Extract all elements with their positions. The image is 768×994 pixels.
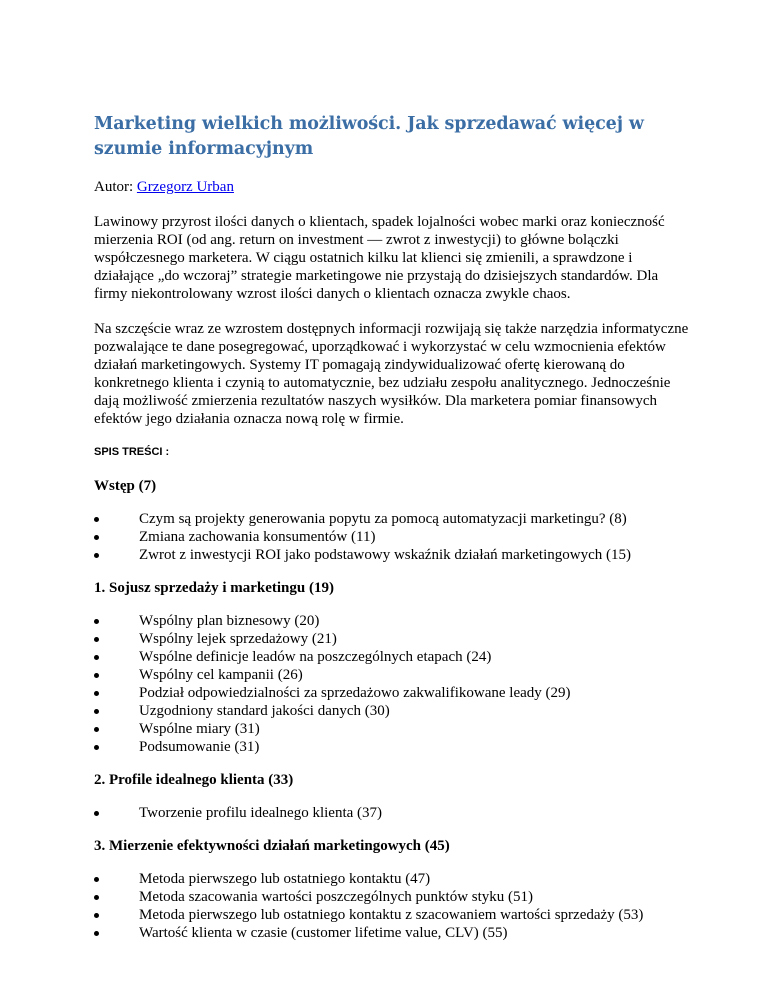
toc-section-list bbox=[94, 510, 694, 564]
bullet-icon bbox=[94, 673, 99, 678]
bullet-icon bbox=[94, 811, 99, 816]
document-title: Marketing wielkich możliwości. Jak sprzedawać więcej w szumie informacyjnym bbox=[94, 114, 644, 159]
toc-list-item: Zwrot z inwestycji ROI jako podstawowy wskaźnik działań marketingowych (15) bbox=[94, 546, 694, 564]
intro-paragraph-2: Na szczęście wraz ze wzrostem dostępnych informacji rozwijają się także narzędzia informatyczne pozwalające te dane posegregować, uporządkować i wykorzystać w celu wzmocnienia efektów działań marketingowych. Systemy IT pomagają zindywidualizować ofertę kierowaną do konkretnego klienta i czynią to automatycznie, bez udziału zespołu analitycznego. Jednocześnie dają możliwość zmierzenia rezultatów naszych wysiłków. Dla marketera pomiar finansowych efektów jego działania oznacza nową rolę w firmie. bbox=[94, 321, 689, 427]
toc-list-item: Metoda szacowania wartości poszczególnych punktów styku (51) bbox=[94, 888, 694, 906]
toc-section-heading: 3. Mierzenie efektywności działań marketingowych (45) bbox=[94, 838, 450, 854]
bullet-icon bbox=[94, 517, 99, 522]
toc-list-item: Metoda pierwszego lub ostatniego kontaktu (47) bbox=[94, 870, 694, 888]
toc-section-list bbox=[94, 870, 694, 942]
bullet-icon bbox=[94, 727, 99, 732]
toc-list-item: Wspólny cel kampanii (26) bbox=[94, 666, 694, 684]
bullet-icon bbox=[94, 553, 99, 558]
toc-list-item: Wspólny plan biznesowy (20) bbox=[94, 612, 694, 630]
bullet-icon bbox=[94, 655, 99, 660]
toc-section-heading: 1. Sojusz sprzedaży i marketingu (19) bbox=[94, 580, 334, 596]
toc-section-heading: 2. Profile idealnego klienta (33) bbox=[94, 772, 294, 788]
bullet-icon bbox=[94, 913, 99, 918]
toc-list-item: Uzgodniony standard jakości danych (30) bbox=[94, 702, 694, 720]
toc-list-item: Podsumowanie (31) bbox=[94, 738, 694, 756]
toc-list-item: Wspólne miary (31) bbox=[94, 720, 694, 738]
bullet-icon bbox=[94, 877, 99, 882]
toc-list-item: Metoda pierwszego lub ostatniego kontaktu z szacowaniem wartości sprzedaży (53) bbox=[94, 906, 694, 924]
toc-section-list bbox=[94, 612, 694, 756]
bullet-icon bbox=[94, 619, 99, 624]
author-link[interactable]: Grzegorz Urban bbox=[136, 179, 234, 195]
toc-list-item: Wartość klienta w czasie (customer lifetime value, CLV) (55) bbox=[94, 924, 694, 942]
bullet-icon bbox=[94, 895, 99, 900]
bullet-icon bbox=[94, 709, 99, 714]
toc-list-item: Wspólne definicje leadów na poszczególnych etapach (24) bbox=[94, 648, 694, 666]
toc-section-heading: Wstęp (7) bbox=[94, 478, 157, 494]
bullet-icon bbox=[94, 535, 99, 540]
toc-list-item: Tworzenie profilu idealnego klienta (37) bbox=[94, 804, 694, 822]
toc-heading: SPIS TREŚCI : bbox=[94, 446, 170, 458]
bullet-icon bbox=[94, 637, 99, 642]
toc-list-item: Wspólny lejek sprzedażowy (21) bbox=[94, 630, 694, 648]
bullet-icon bbox=[94, 691, 99, 696]
author-line bbox=[94, 178, 694, 196]
bullet-icon bbox=[94, 745, 99, 750]
intro-paragraph-1: Lawinowy przyrost ilości danych o klientach, spadek lojalności wobec marki oraz konieczność mierzenia ROI (od ang. return on investment — zwrot z inwestycji) to główne bolączki współczesnego marketera. W ciągu ostatnich kilku lat klienci się zmienili, a sprawdzone i działające „do wczoraj” strategie marketingowe nie przystają do dzisiejszych standardów. Dla firmy niekontrolowany wzrost ilości danych o klientach oznacza zwykle chaos. bbox=[94, 214, 665, 302]
toc-list-item: Zmiana zachowania konsumentów (11) bbox=[94, 528, 694, 546]
toc-section-list bbox=[94, 804, 694, 822]
toc-list-item: Czym są projekty generowania popytu za pomocą automatyzacji marketingu? (8) bbox=[94, 510, 694, 528]
document-page bbox=[94, 112, 694, 957]
author-label: Autor: bbox=[94, 179, 137, 195]
toc-list-item: Podział odpowiedzialności za sprzedażowo zakwalifikowane leady (29) bbox=[94, 684, 694, 702]
bullet-icon bbox=[94, 931, 99, 936]
